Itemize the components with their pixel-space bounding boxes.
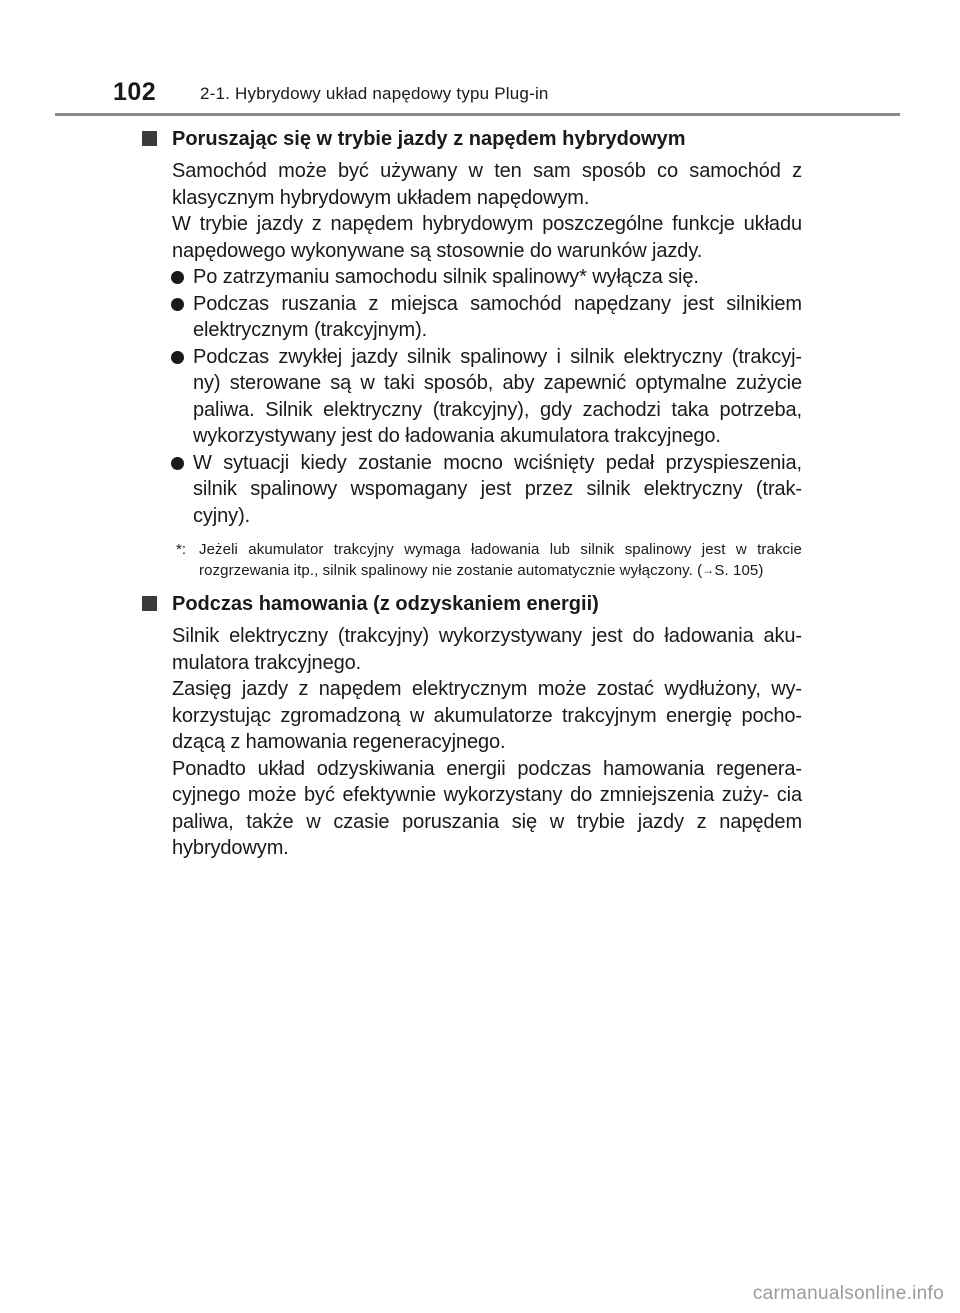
bullet-item xyxy=(172,264,802,291)
arrow-right-icon: → xyxy=(702,563,715,577)
bullet-item xyxy=(172,291,802,344)
paragraph: Ponadto układ odzyskiwania energii podczas hamowania regenera- cyjnego może być efektywnie wykorzystany do zmniejszenia zuży- cia paliwa, także w czasie poruszania się w trybie jazdy z napędem hybrydowym. xyxy=(172,757,802,859)
paragraph: Silnik elektryczny (trakcyjny) wykorzystywany jest do ładowania aku- mulatora trakcyjnego. xyxy=(172,625,802,674)
round-bullet-icon xyxy=(171,457,184,470)
bullet-list xyxy=(172,264,802,529)
bullet-item xyxy=(172,450,802,530)
watermark: carmanualsonline.info xyxy=(752,1283,944,1304)
square-bullet-icon xyxy=(142,131,157,146)
bullet-text: W sytuacji kiedy zostanie mocno wciśnięty pedał przyspieszenia, silnik spalinowy wspomagany jest przez silnik elektryczny (trak- cyjny). xyxy=(193,451,802,527)
page-reference-link[interactable]: S. 105) xyxy=(714,562,764,579)
chapter-title: 2-1. Hybrydowy układ napędowy typu Plug-in xyxy=(200,84,549,103)
bullet-text: Podczas ruszania z miejsca samochód napędzany jest silnikiem elektrycznym (trakcyjnym). xyxy=(193,292,802,341)
footnote xyxy=(176,539,802,581)
section-heading-text: Poruszając się w trybie jazdy z napędem hybrydowym xyxy=(172,128,686,150)
page-number: 102 xyxy=(113,78,157,106)
paragraph: W trybie jazdy z napędem hybrydowym poszczególne funkcje układu napędowego wykonywane są stosownie do warunków jazdy. xyxy=(172,213,802,262)
footnote-text: Jeżeli akumulator trakcyjny wymaga ładowania lub silnik spalinowy jest w trakcie rozgrzewania itp., silnik spalinowy nie zostanie automatycznie wyłączony. ( xyxy=(199,541,802,579)
footnote-mark: *: xyxy=(176,541,187,558)
bullet-text: Podczas zwykłej jazdy silnik spalinowy i silnik elektryczny (trakcyj- ny) sterowane są w taki sposób, aby zapewnić optymalne zużycie paliwa. Silnik elektryczny (trakcyjny), gdy zachodzi taka potrzeba, wykorzystywany jest do ładowania akumulatora trakcyjnego. xyxy=(193,345,802,447)
round-bullet-icon xyxy=(171,298,184,311)
square-bullet-icon xyxy=(142,596,157,611)
round-bullet-icon xyxy=(171,271,184,284)
bullet-text: Po zatrzymaniu samochodu silnik spalinowy* wyłącza się. xyxy=(193,266,699,288)
round-bullet-icon xyxy=(171,351,184,364)
paragraph: Samochód może być używany w ten sam sposób co samochód z klasycznym hybrydowym układem napędowym. xyxy=(172,160,802,209)
section-heading-text: Podczas hamowania (z odzyskaniem energii) xyxy=(172,593,599,615)
section-heading-hybrid-mode xyxy=(142,122,802,156)
paragraph: Zasięg jazdy z napędem elektrycznym może zostać wydłużony, wy- korzystując zgromadzoną w akumulatorze trakcyjnym energię pocho- dzącą z hamowania regeneracyjnego. xyxy=(172,678,802,753)
bullet-item xyxy=(172,344,802,450)
page-content xyxy=(142,122,802,862)
header-divider xyxy=(55,113,900,116)
section-heading-braking xyxy=(142,587,802,621)
